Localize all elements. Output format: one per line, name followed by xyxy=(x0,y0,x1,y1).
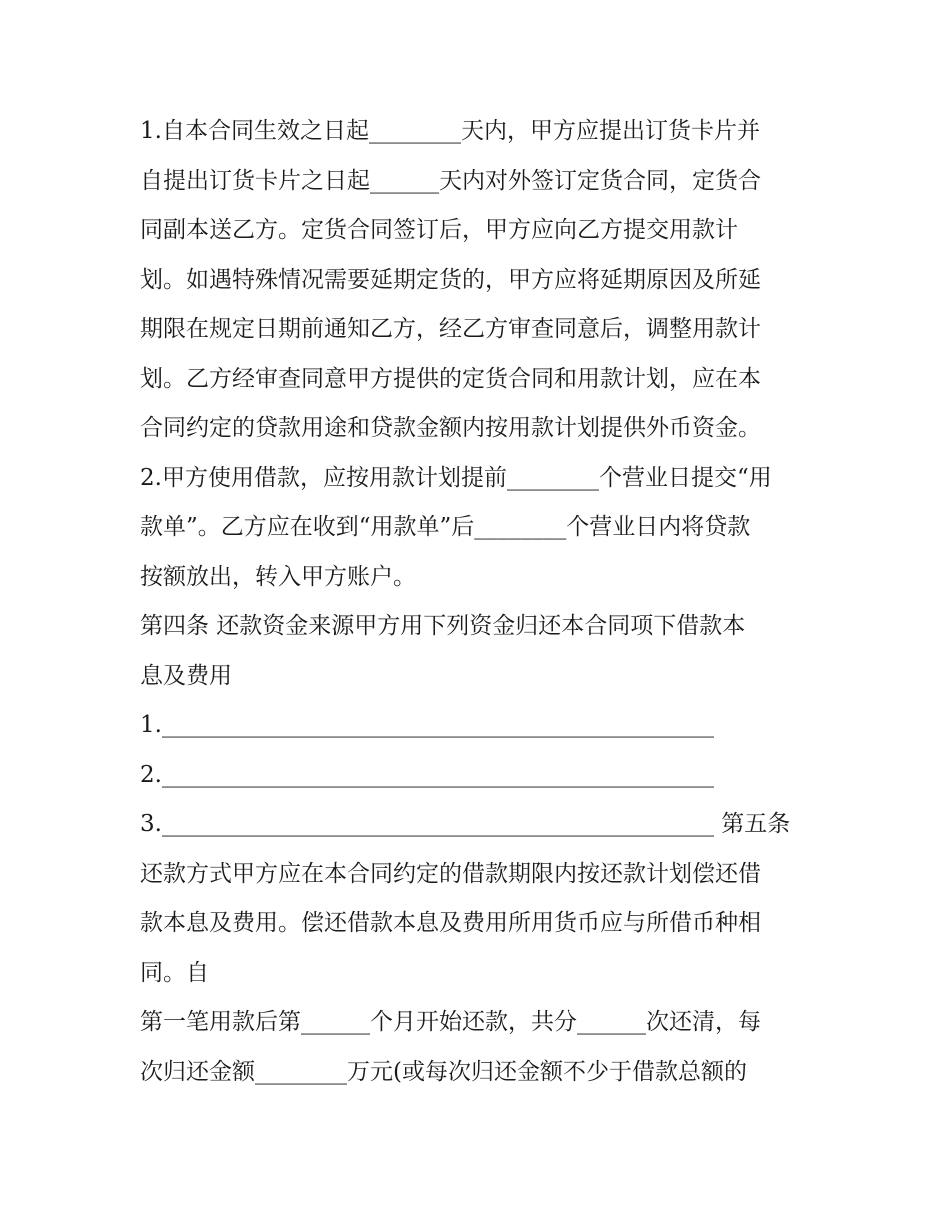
text-line: 2.甲方使用借款，应按用款计划提前________个营业日提交“用 xyxy=(140,464,772,491)
text-line: 同副本送乙方。定货合同签订后，甲方应向乙方提交用款计 xyxy=(140,217,738,243)
text-line: 次归还金额________万元(或每次归还金额不少于借款总额的 xyxy=(140,1058,747,1085)
blank-item-line: 2.________________________________________________ xyxy=(140,761,714,788)
text-line: 期限在规定日期前通知乙方，经乙方审查同意后，调整用款计 xyxy=(140,316,761,342)
section-heading-line: 第四条 还款资金来源甲方用下列资金归还本合同项下借款本 xyxy=(140,613,746,639)
text-line: 款本息及费用。偿还借款本息及费用所用货币应与所借币种相 xyxy=(140,910,761,936)
text-line: 第一笔用款后第______个月开始还款，共分______次还清，每 xyxy=(140,1009,761,1035)
contract-text xyxy=(140,107,820,1097)
text-line: 合同约定的贷款用途和贷款金额内按用款计划提供外币资金。 xyxy=(140,415,761,441)
text-line: 1.自本合同生效之日起________天内，甲方应提出订货卡片并 xyxy=(140,118,760,144)
text-line: 还款方式甲方应在本合同约定的借款期限内按还款计划偿还借 xyxy=(140,860,761,887)
blank-item-line: 1.________________________________________________ xyxy=(140,712,714,738)
text-line: 划。如遇特殊情况需要延期定货的，甲方应将延期原因及所延 xyxy=(140,266,761,293)
text-line: 息及费用 xyxy=(140,662,232,689)
text-line: 划。乙方经审查同意甲方提供的定货合同和用款计划，应在本 xyxy=(140,365,761,392)
text-line: 自提出订货卡片之日起______天内对外签订定货合同，定货合 xyxy=(140,167,761,194)
text-line: 按额放出，转入甲方账户。 xyxy=(140,563,416,590)
text-line: 款单”。乙方应在收到“用款单”后________个营业日内将贷款 xyxy=(140,514,751,540)
text-line: 同。自 xyxy=(140,959,209,986)
blank-item-line: 3.________________________________________________ 第五条 xyxy=(140,811,791,837)
